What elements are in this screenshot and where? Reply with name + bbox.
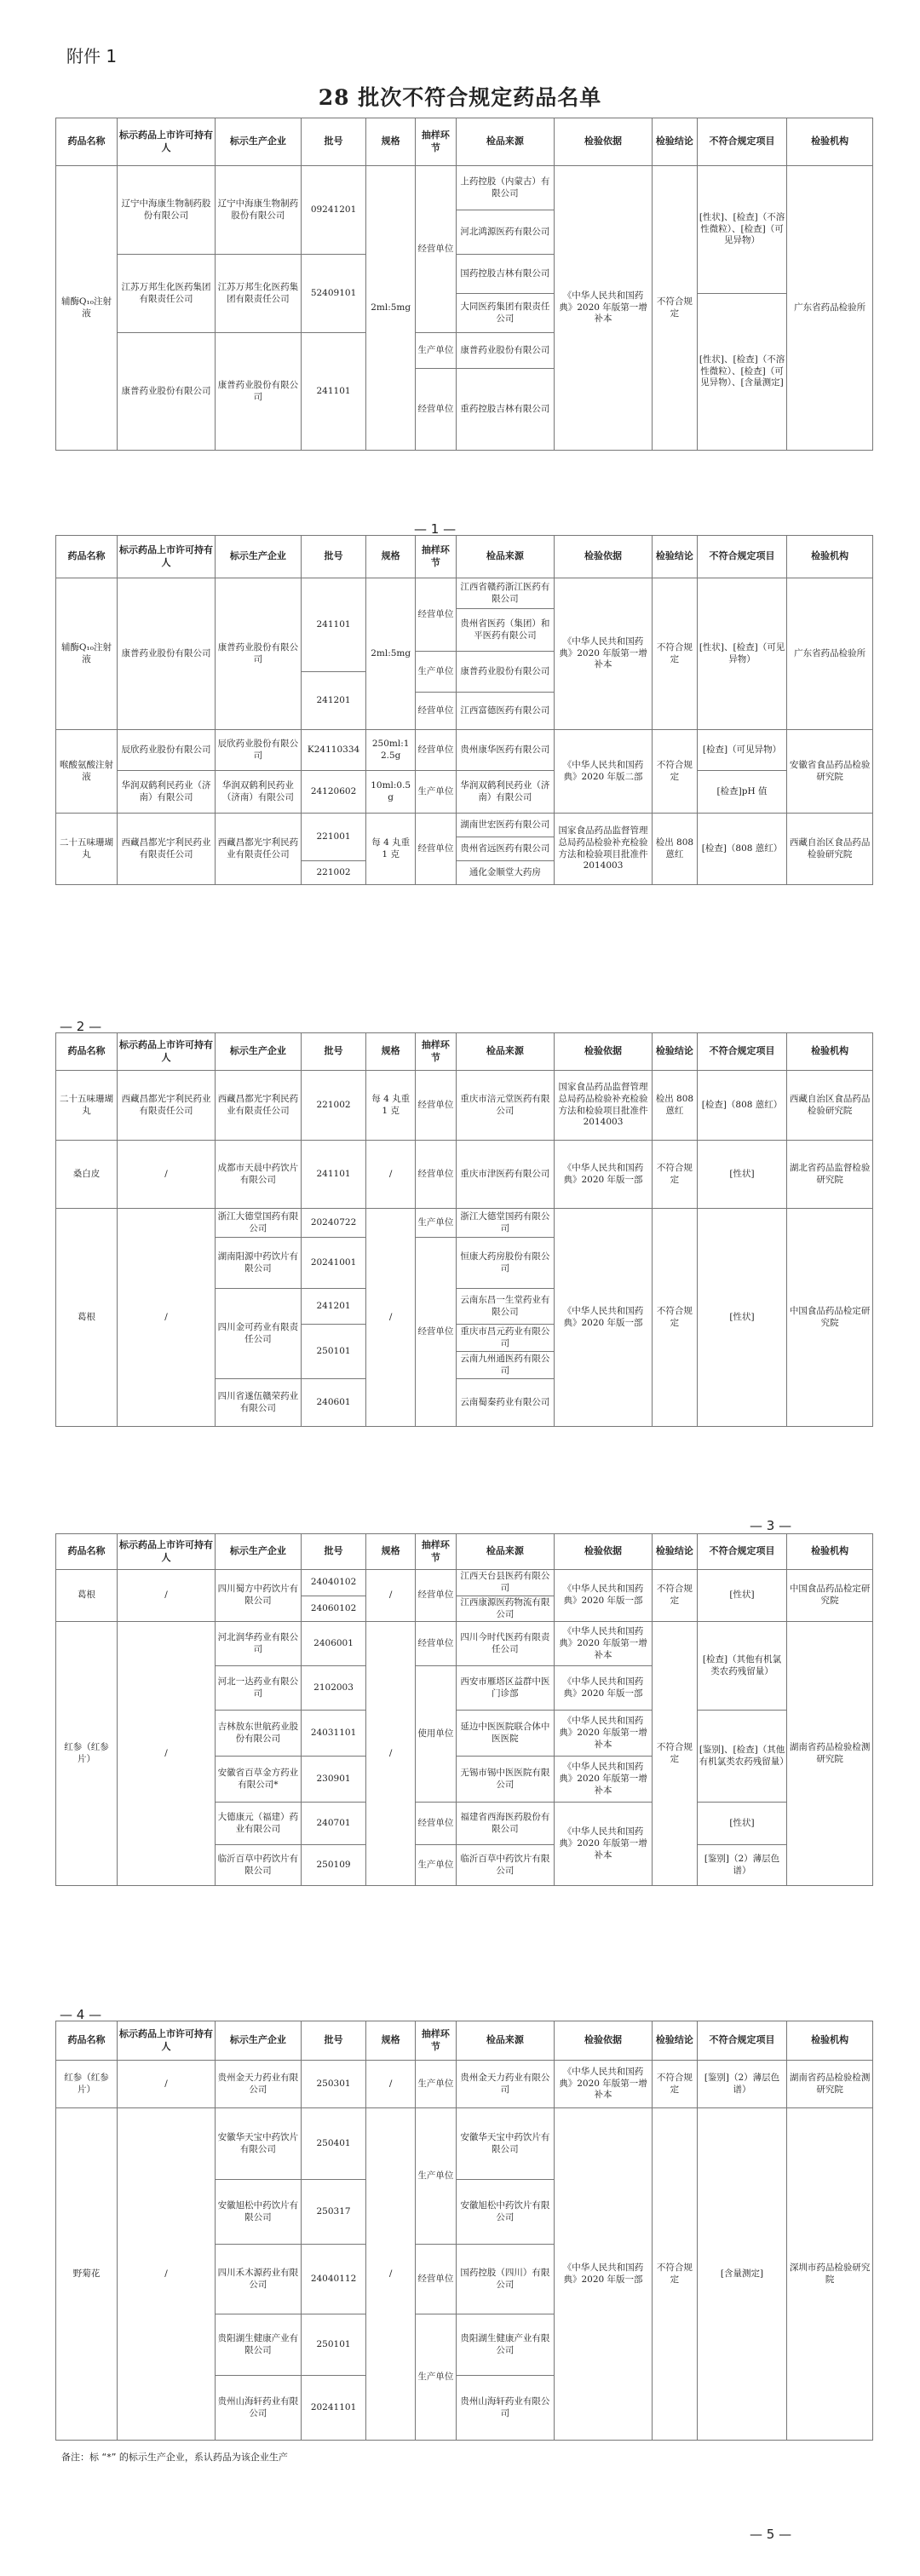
batch: 20241101: [301, 2376, 366, 2441]
header-cell: 检验机构: [787, 2021, 873, 2061]
header-cell: 标示生产企业: [216, 536, 302, 578]
basis: 《中华人民共和国药典》2020 年版第一增补本: [554, 578, 652, 730]
basis: 《中华人民共和国药典》2020 年版一部: [554, 2108, 652, 2441]
batch: 250101: [301, 2314, 366, 2376]
conclusion: 不符合规定: [653, 730, 698, 814]
sample-source: 大同医药集团有限责任公司: [456, 294, 554, 333]
basis: 《中华人民共和国药典》2020 年版第一增补本: [554, 1622, 652, 1666]
page-1-table-container: [55, 118, 873, 451]
page-3-table-container: [55, 1032, 873, 1427]
header-cell: 规格: [366, 1534, 416, 1570]
sample-source: 康普药业股份有限公司: [456, 652, 554, 693]
drug-name: 红参（红参片）: [56, 1622, 118, 1886]
sampling-stage: 生产单位: [415, 1209, 456, 1238]
header-cell: 检验依据: [554, 1534, 652, 1570]
header-cell: 检验机构: [787, 536, 873, 578]
sample-source: 西安市雁塔区益群中医门诊部: [456, 1666, 554, 1711]
manufacturer: 康普药业股份有限公司: [216, 578, 302, 730]
batch: 20241001: [301, 1238, 366, 1289]
sampling-stage: 生产单位: [415, 2108, 456, 2245]
drug-name: 葛根: [56, 1209, 118, 1427]
sampling-stage: 经营单位: [415, 2245, 456, 2314]
table-row: [56, 1071, 873, 1141]
holder: 康普药业股份有限公司: [117, 333, 215, 451]
sample-source: 重庆市昌元药业有限公司: [456, 1325, 554, 1352]
page-1-table: [55, 118, 873, 451]
conclusion: 不符合规定: [653, 1622, 698, 1886]
header-cell: 抽样环节: [415, 1033, 456, 1071]
batch: 24040112: [301, 2245, 366, 2314]
manufacturer: 临沂百草中药饮片有限公司: [216, 1845, 302, 1886]
basis: 《中华人民共和国药典》2020 年版二部: [554, 730, 652, 814]
holder: 西藏昌都光宇利民药业有限责任公司: [117, 1071, 215, 1141]
drug-name: 喉酸氨酸注射液: [56, 730, 118, 814]
header-cell: 药品名称: [56, 1033, 118, 1071]
holder: /: [117, 2108, 215, 2441]
sampling-stage: 生产单位: [415, 652, 456, 693]
basis: 国家食品药品监督管理总局药品检验补充检验方法和检验项目批准件 2014003: [554, 814, 652, 885]
header-cell: 检品来源: [456, 2021, 554, 2061]
header-cell: 检品来源: [456, 1033, 554, 1071]
sampling-stage: 经营单位: [415, 1803, 456, 1845]
header-cell: 检验依据: [554, 118, 652, 166]
page-number: — 3 —: [750, 1518, 792, 1533]
sample-source: 湖南世宏医药有限公司: [456, 814, 554, 837]
sampling-stage: 经营单位: [415, 1141, 456, 1209]
batch: 241201: [301, 672, 366, 730]
header-cell: 批号: [301, 1534, 366, 1570]
header-cell: 检验机构: [787, 1534, 873, 1570]
sample-source: 贵阳湖生健康产业有限公司: [456, 2314, 554, 2376]
conclusion: 不符合规定: [653, 2061, 698, 2108]
batch: 250317: [301, 2180, 366, 2245]
spec: 2ml:5mg: [366, 166, 416, 451]
page-number: — 5 —: [750, 2527, 792, 2542]
basis: 《中华人民共和国药典》2020 年版第一增补本: [554, 1711, 652, 1757]
spec: /: [366, 1141, 416, 1209]
batch: 241101: [301, 333, 366, 451]
table-row: [56, 771, 873, 814]
sample-source: 国药控股（四川）有限公司: [456, 2245, 554, 2314]
manufacturer: 吉林敖东世航药业股份有限公司: [216, 1711, 302, 1757]
manufacturer: 贵州金天力药业有限公司: [216, 2061, 302, 2108]
sampling-stage: 经营单位: [415, 1238, 456, 1427]
sample-source: 云南东昌一生堂药业有限公司: [456, 1289, 554, 1325]
batch: 240701: [301, 1803, 366, 1845]
table-row: [56, 730, 873, 771]
sample-source: 重药控股吉林有限公司: [456, 369, 554, 451]
spec: 10ml:0.5g: [366, 771, 416, 814]
conclusion: 检出 808 蒽红: [653, 814, 698, 885]
sampling-stage: 生产单位: [415, 2314, 456, 2441]
header-cell: 检验结论: [653, 1534, 698, 1570]
table-row: [56, 1570, 873, 1596]
sample-source: 恒康大药房股份有限公司: [456, 1238, 554, 1289]
header-cell: 标示生产企业: [216, 2021, 302, 2061]
header-cell: 检验机构: [787, 118, 873, 166]
lab: 深圳市药品检验研究院: [787, 2108, 873, 2441]
batch: 2102003: [301, 1666, 366, 1711]
failed-items: [性状]: [697, 1141, 786, 1209]
sampling-stage: 经营单位: [415, 578, 456, 652]
conclusion: 不符合规定: [653, 1570, 698, 1622]
sample-source: 河北鸿源医药有限公司: [456, 210, 554, 255]
header-cell: 抽样环节: [415, 1534, 456, 1570]
lab: 中国食品药品检定研究院: [787, 1209, 873, 1427]
page-4-table-container: [55, 1533, 873, 1886]
batch: 24031101: [301, 1711, 366, 1757]
manufacturer: 贵阳湖生健康产业有限公司: [216, 2314, 302, 2376]
spec: /: [366, 1570, 416, 1622]
manufacturer: 贵州山海轩药业有限公司: [216, 2376, 302, 2441]
header-cell: 批号: [301, 118, 366, 166]
page-5-table-container: [55, 2021, 873, 2441]
conclusion: 检出 808 蒽红: [653, 1071, 698, 1141]
table-row: [56, 814, 873, 837]
spec: /: [366, 2108, 416, 2441]
sample-source: 江西天台县医药有限公司: [456, 1570, 554, 1596]
sample-source: 贵州山海轩药业有限公司: [456, 2376, 554, 2441]
batch: 221001: [301, 814, 366, 861]
basis: 《中华人民共和国药典》2020 年版一部: [554, 1666, 652, 1711]
holder: 辰欣药业股份有限公司: [117, 730, 215, 771]
header-cell: 检验结论: [653, 118, 698, 166]
sample-source: 贵州省远医药有限公司: [456, 837, 554, 861]
lab: 广东省药品检验所: [787, 578, 873, 730]
table-row: [56, 1141, 873, 1209]
drug-name: 野菊花: [56, 2108, 118, 2441]
holder: 华润双鹤利民药业（济南）有限公司: [117, 771, 215, 814]
manufacturer: 四川省遂伍赣荣药业有限公司: [216, 1379, 302, 1427]
drug-name: 二十五味珊瑚丸: [56, 1071, 118, 1141]
batch: 250301: [301, 2061, 366, 2108]
sampling-stage: 经营单位: [415, 166, 456, 333]
header-cell: 不符合规定项目: [697, 1534, 786, 1570]
header-cell: 检品来源: [456, 536, 554, 578]
batch: 24040102: [301, 1570, 366, 1596]
drug-name: 红参（红参片）: [56, 2061, 118, 2108]
page-3-table: [55, 1032, 873, 1427]
spec: 每 4 丸重 1 克: [366, 814, 416, 885]
conclusion: 不符合规定: [653, 2108, 698, 2441]
table-row: [56, 1209, 873, 1238]
failed-items: [检查]（808 蒽红）: [697, 814, 786, 885]
header-cell: 标示药品上市许可持有人: [117, 1033, 215, 1071]
basis: 《中华人民共和国药典》2020 年版第一增补本: [554, 166, 652, 451]
sample-source: 临沂百草中药饮片有限公司: [456, 1845, 554, 1886]
holder: /: [117, 1209, 215, 1427]
sampling-stage: 经营单位: [415, 693, 456, 730]
failed-items: [检查]（808 蒽红）: [697, 1071, 786, 1141]
manufacturer: 江苏万邦生化医药集团有限责任公司: [216, 255, 302, 333]
failed-items: [性状]: [697, 1209, 786, 1427]
sample-source: 康普药业股份有限公司: [456, 333, 554, 369]
spec: 每 4 丸重 1 克: [366, 1071, 416, 1141]
header-cell: 检验结论: [653, 1033, 698, 1071]
sample-source: 四川今时代医药有限责任公司: [456, 1622, 554, 1666]
basis: 《中华人民共和国药典》2020 年版一部: [554, 1141, 652, 1209]
table-row: [56, 2108, 873, 2180]
footnote: 备注：标 “*” 的标示生产企业，系认药品为该企业生产: [61, 2452, 288, 2463]
sampling-stage: 生产单位: [415, 771, 456, 814]
sampling-stage: 生产单位: [415, 1845, 456, 1886]
page-2-table-container: [55, 535, 873, 885]
manufacturer: 康普药业股份有限公司: [216, 333, 302, 451]
manufacturer: 四川蜀方中药饮片有限公司: [216, 1570, 302, 1622]
header-cell: 标示药品上市许可持有人: [117, 536, 215, 578]
sample-source: 安徽华天宝中药饮片有限公司: [456, 2108, 554, 2180]
failed-items: [性状]、[检查]（不溶性微粒）、[检查]（可见异物）: [697, 166, 786, 294]
failed-items: [鉴别]（2）薄层色谱）: [697, 2061, 786, 2108]
basis: 《中华人民共和国药典》2020 年版第一增补本: [554, 1757, 652, 1803]
batch: 241101: [301, 578, 366, 672]
header-row: [56, 2021, 873, 2061]
page-number: — 4 —: [60, 2007, 102, 2022]
lab: 西藏自治区食品药品检验研究院: [787, 814, 873, 885]
header-cell: 规格: [366, 1033, 416, 1071]
page-4-table: [55, 1533, 873, 1886]
basis: 《中华人民共和国药典》2020 年版第一增补本: [554, 2061, 652, 2108]
sampling-stage: 生产单位: [415, 333, 456, 369]
header-cell: 不符合规定项目: [697, 118, 786, 166]
sample-source: 上药控股（内蒙古）有限公司: [456, 166, 554, 210]
header-cell: 规格: [366, 118, 416, 166]
header-cell: 药品名称: [56, 2021, 118, 2061]
holder: /: [117, 2061, 215, 2108]
conclusion: 不符合规定: [653, 166, 698, 451]
header-cell: 药品名称: [56, 536, 118, 578]
header-cell: 标示药品上市许可持有人: [117, 118, 215, 166]
batch: 241201: [301, 1289, 366, 1325]
manufacturer: 四川禾木源药业有限公司: [216, 2245, 302, 2314]
header-cell: 不符合规定项目: [697, 1033, 786, 1071]
lab: 湖北省药品监督检验研究院: [787, 1141, 873, 1209]
manufacturer: 安徽旭松中药饮片有限公司: [216, 2180, 302, 2245]
table-row: [56, 1622, 873, 1666]
header-cell: 抽样环节: [415, 2021, 456, 2061]
sampling-stage: 经营单位: [415, 730, 456, 771]
manufacturer: 湖南阳源中药饮片有限公司: [216, 1238, 302, 1289]
manufacturer: 成都市天晨中药饮片有限公司: [216, 1141, 302, 1209]
batch: 250401: [301, 2108, 366, 2180]
failed-items: [性状]: [697, 1803, 786, 1845]
manufacturer: 四川金可药业有限责任公司: [216, 1289, 302, 1379]
header-cell: 药品名称: [56, 118, 118, 166]
header-cell: 标示生产企业: [216, 118, 302, 166]
sample-source: 贵州金天力药业有限公司: [456, 2061, 554, 2108]
spec: /: [366, 1209, 416, 1427]
header-cell: 规格: [366, 2021, 416, 2061]
spec: 2ml:5mg: [366, 578, 416, 730]
holder: /: [117, 1141, 215, 1209]
header-cell: 检品来源: [456, 118, 554, 166]
sample-source: 国药控股吉林有限公司: [456, 255, 554, 294]
sample-source: 无锡市锡中医医院有限公司: [456, 1757, 554, 1803]
header-cell: 标示生产企业: [216, 1534, 302, 1570]
failed-items: [性状]、[检查]（不溶性微粒）、[检查]（可见异物）、[含量测定]: [697, 294, 786, 451]
sample-source: 贵州康华医药有限公司: [456, 730, 554, 771]
header-row: [56, 118, 873, 166]
batch: K24110334: [301, 730, 366, 771]
manufacturer: 安徽省百草金方药业有限公司*: [216, 1757, 302, 1803]
sample-source: 安徽旭松中药饮片有限公司: [456, 2180, 554, 2245]
document-title: 28 批次不符合规定药品名单: [318, 85, 602, 110]
sample-source: 云南九州通医药有限公司: [456, 1352, 554, 1379]
batch: 240601: [301, 1379, 366, 1427]
manufacturer: 西藏昌都光宇利民药业有限责任公司: [216, 814, 302, 885]
spec: /: [366, 2061, 416, 2108]
drug-name: 葛根: [56, 1570, 118, 1622]
manufacturer: 辰欣药业股份有限公司: [216, 730, 302, 771]
batch: 09241201: [301, 166, 366, 255]
manufacturer: 浙江大德堂国药有限公司: [216, 1209, 302, 1238]
sampling-stage: 经营单位: [415, 1622, 456, 1666]
header-cell: 检验结论: [653, 2021, 698, 2061]
holder: /: [117, 1570, 215, 1622]
header-cell: 批号: [301, 2021, 366, 2061]
header-cell: 规格: [366, 536, 416, 578]
failed-items: [鉴别]（2）薄层色谱）: [697, 1845, 786, 1886]
batch: 24060102: [301, 1596, 366, 1622]
sample-source: 福建省西海医药股份有限公司: [456, 1803, 554, 1845]
drug-name: 辅酶Q₁₀注射液: [56, 578, 118, 730]
sample-source: 重庆市涪元堂医药有限公司: [456, 1071, 554, 1141]
basis: 国家食品药品监督管理总局药品检验补充检验方法和检验项目批准件 2014003: [554, 1071, 652, 1141]
lab: 安徽省食品药品检验研究院: [787, 730, 873, 814]
batch: 250109: [301, 1845, 366, 1886]
failed-items: [检查]（可见异物）: [697, 730, 786, 771]
batch: 52409101: [301, 255, 366, 333]
sampling-stage: 经营单位: [415, 1071, 456, 1141]
conclusion: 不符合规定: [653, 1141, 698, 1209]
lab: 湖南省药品检验检测研究院: [787, 1622, 873, 1886]
header-cell: 检验结论: [653, 536, 698, 578]
conclusion: 不符合规定: [653, 578, 698, 730]
table-row: [56, 2061, 873, 2108]
lab: 湖南省药品检验检测研究院: [787, 2061, 873, 2108]
manufacturer: 安徽华天宝中药饮片有限公司: [216, 2108, 302, 2180]
header-cell: 批号: [301, 1033, 366, 1071]
manufacturer: 华润双鹤利民药业（济南）有限公司: [216, 771, 302, 814]
header-cell: 检验依据: [554, 1033, 652, 1071]
holder: 辽宁中海康生物制药股份有限公司: [117, 166, 215, 255]
manufacturer: 河北一达药业有限公司: [216, 1666, 302, 1711]
basis: 《中华人民共和国药典》2020 年版一部: [554, 1209, 652, 1427]
sample-source: 浙江大德堂国药有限公司: [456, 1209, 554, 1238]
batch: 20240722: [301, 1209, 366, 1238]
table-row: [56, 166, 873, 210]
drug-name: 辅酶Q₁₀注射液: [56, 166, 118, 451]
page-number: — 1 —: [414, 521, 457, 537]
header-cell: 抽样环节: [415, 536, 456, 578]
header-cell: 标示药品上市许可持有人: [117, 2021, 215, 2061]
basis: 《中华人民共和国药典》2020 年版一部: [554, 1570, 652, 1622]
sampling-stage: 经营单位: [415, 1570, 456, 1622]
header-cell: 检验依据: [554, 536, 652, 578]
holder: 西藏昌都光宇利民药业有限责任公司: [117, 814, 215, 885]
header-row: [56, 536, 873, 578]
failed-items: [性状]: [697, 1570, 786, 1622]
sample-source: 贵州省医药（集团）和平医药有限公司: [456, 609, 554, 652]
header-row: [56, 1033, 873, 1071]
sample-source: 延边中医医院联合体中医医院: [456, 1711, 554, 1757]
annex-label: 附件 1: [66, 46, 118, 66]
batch: 250101: [301, 1325, 366, 1379]
header-cell: 标示药品上市许可持有人: [117, 1534, 215, 1570]
manufacturer: 大德康元（福建）药业有限公司: [216, 1803, 302, 1845]
lab: 中国食品药品检定研究院: [787, 1570, 873, 1622]
batch: 221002: [301, 861, 366, 885]
sample-source: 重庆市津医药有限公司: [456, 1141, 554, 1209]
header-cell: 检验依据: [554, 2021, 652, 2061]
batch: 2406001: [301, 1622, 366, 1666]
header-cell: 抽样环节: [415, 118, 456, 166]
sampling-stage: 使用单位: [415, 1666, 456, 1803]
page-number: — 2 —: [60, 1019, 102, 1034]
holder: 康普药业股份有限公司: [117, 578, 215, 730]
table-row: [56, 578, 873, 609]
header-cell: 检验机构: [787, 1033, 873, 1071]
header-cell: 标示生产企业: [216, 1033, 302, 1071]
batch: 230901: [301, 1757, 366, 1803]
sampling-stage: 经营单位: [415, 814, 456, 885]
sample-source: 通化金顺堂大药房: [456, 861, 554, 885]
page-5-table: [55, 2021, 873, 2441]
sampling-stage: 生产单位: [415, 2061, 456, 2108]
manufacturer: 辽宁中海康生物制药股份有限公司: [216, 166, 302, 255]
failed-items: [检查]（其他有机氯类农药残留量）: [697, 1622, 786, 1711]
basis: 《中华人民共和国药典》2020 年版第一增补本: [554, 1803, 652, 1886]
holder: /: [117, 1622, 215, 1886]
page-2-table: [55, 535, 873, 885]
lab: 西藏自治区食品药品检验研究院: [787, 1071, 873, 1141]
sample-source: 云南蜀秦药业有限公司: [456, 1379, 554, 1427]
failed-items: [含量测定]: [697, 2108, 786, 2441]
manufacturer: 西藏昌都光宇利民药业有限责任公司: [216, 1071, 302, 1141]
header-cell: 不符合规定项目: [697, 2021, 786, 2061]
header-cell: 批号: [301, 536, 366, 578]
batch: 241101: [301, 1141, 366, 1209]
conclusion: 不符合规定: [653, 1209, 698, 1427]
header-cell: 不符合规定项目: [697, 536, 786, 578]
failed-items: [鉴别]、[检查]（其他有机氯类农药残留量）: [697, 1711, 786, 1803]
header-row: [56, 1534, 873, 1570]
sampling-stage: 经营单位: [415, 369, 456, 451]
drug-name: 桑白皮: [56, 1141, 118, 1209]
failed-items: [检查]pH 值: [697, 771, 786, 814]
sample-source: 江西省赣药浙江医药有限公司: [456, 578, 554, 609]
failed-items: [性状]、[检查]（可见异物）: [697, 578, 786, 730]
sample-source: 江西康源医药物流有限公司: [456, 1596, 554, 1622]
batch: 221002: [301, 1071, 366, 1141]
drug-name: 二十五味珊瑚丸: [56, 814, 118, 885]
header-cell: 药品名称: [56, 1534, 118, 1570]
lab: 广东省药品检验所: [787, 166, 873, 451]
header-cell: 检品来源: [456, 1534, 554, 1570]
spec: /: [366, 1622, 416, 1886]
batch: 24120602: [301, 771, 366, 814]
manufacturer: 河北润华药业有限公司: [216, 1622, 302, 1666]
spec: 250ml:12.5g: [366, 730, 416, 771]
sample-source: 江西富德医药有限公司: [456, 693, 554, 730]
holder: 江苏万邦生化医药集团有限责任公司: [117, 255, 215, 333]
sample-source: 华润双鹤利民药业（济南）有限公司: [456, 771, 554, 814]
